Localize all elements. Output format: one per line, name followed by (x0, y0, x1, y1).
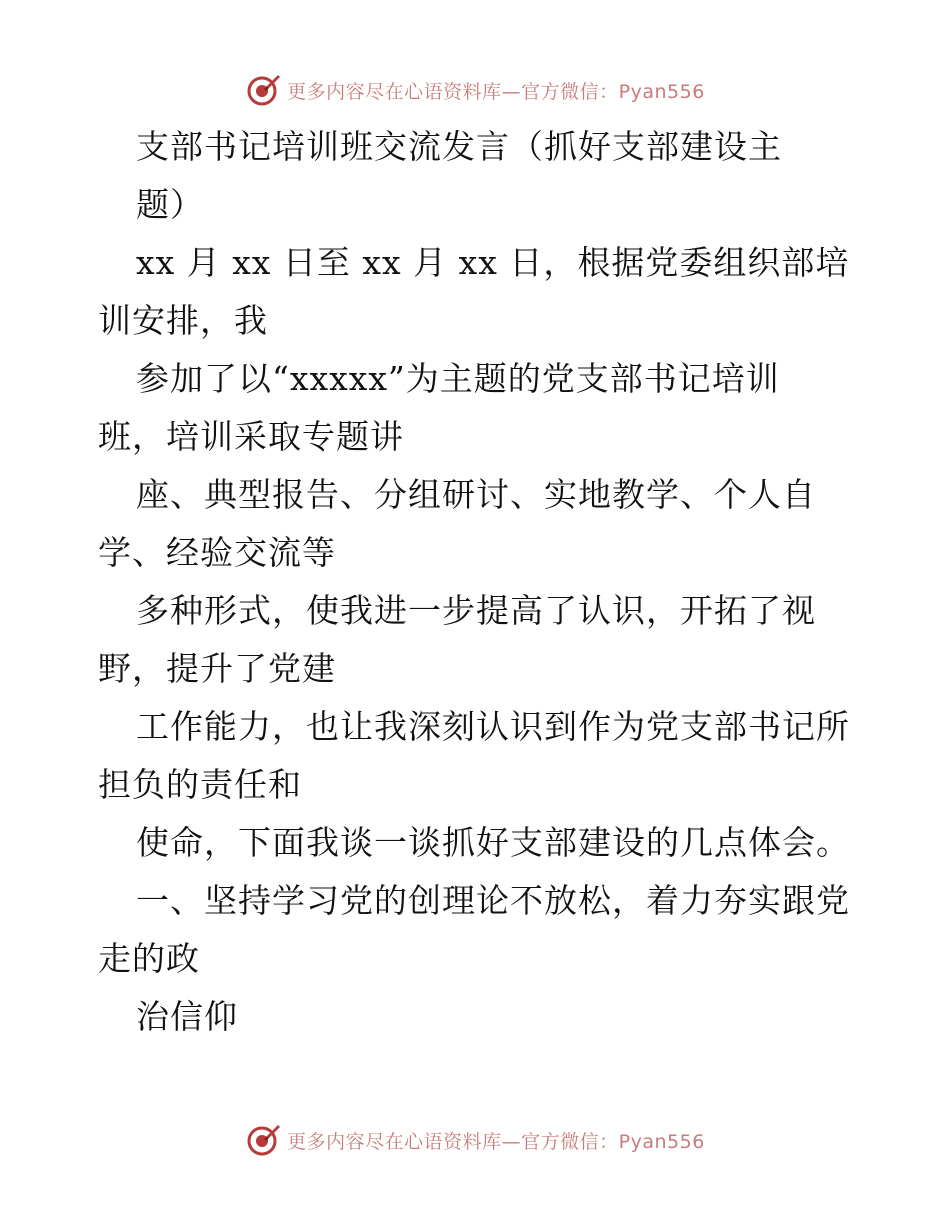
footer-banner-text: 更多内容尽在心语资料库—官方微信：Pyan556 (287, 1130, 705, 1153)
doc-line: 一、坚持学习党的创理论不放松，着力夯实跟党 (136, 881, 850, 920)
header-banner-text: 更多内容尽在心语资料库—官方微信：Pyan556 (287, 80, 705, 103)
doc-line: xx 月 xx 日至 xx 月 xx 日，根据党委组织部培 (136, 243, 850, 282)
doc-line: 班，培训采取专题讲 (98, 417, 404, 456)
doc-line: 多种形式，使我进一步提高了认识，开拓了视 (136, 591, 816, 630)
header-banner (0, 70, 950, 110)
doc-line: 学、经验交流等 (98, 533, 336, 572)
doc-line: 工作能力，也让我深刻认识到作为党支部书记所 (136, 707, 850, 746)
doc-line: 支部书记培训班交流发言（抓好支部建设主 (136, 127, 782, 166)
doc-line: 使命，下面我谈一谈抓好支部建设的几点体会。 (136, 823, 850, 862)
pen-circle-logo-icon (245, 72, 281, 108)
doc-line: 走的政 (98, 939, 200, 978)
doc-line: 野，提升了党建 (98, 649, 336, 688)
pen-circle-logo-icon (245, 1122, 281, 1158)
doc-line: 座、典型报告、分组研讨、实地教学、个人自 (136, 475, 816, 514)
doc-line: 训安排，我 (98, 301, 268, 340)
doc-line: 参加了以“xxxxx”为主题的党支部书记培训 (136, 359, 780, 398)
footer-banner (0, 1120, 950, 1160)
doc-line: 担负的责任和 (98, 765, 302, 804)
doc-line: 治信仰 (136, 997, 238, 1036)
doc-line: 题） (136, 185, 204, 224)
